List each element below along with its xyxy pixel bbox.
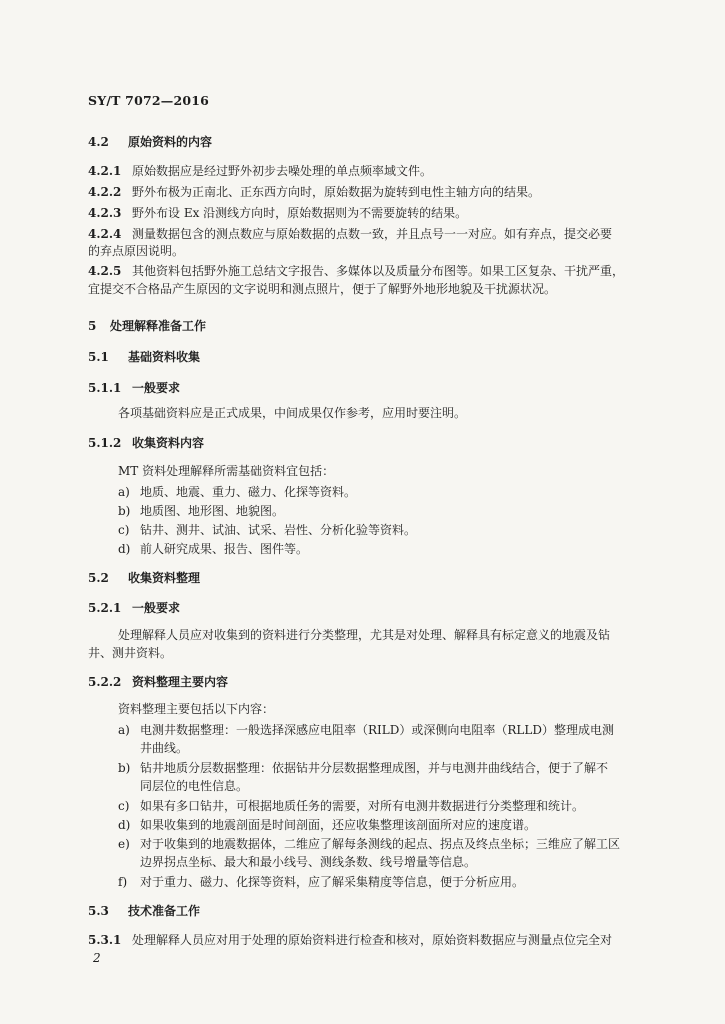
list-item: d) 前人研究成果、报告、图件等。 (118, 542, 309, 556)
section-heading-5-3: 5.3 技术准备工作 (88, 904, 201, 918)
list-item: a) 电测井数据整理：一般选择深感应电阻率（RILD）或深侧向电阻率（RLLD）整理成电测 (118, 723, 614, 737)
paragraph: 资料整理主要包括以下内容： (118, 702, 275, 716)
list-item: c) 钻井、测井、试油、试采、岩性、分析化验等资料。 (118, 523, 417, 537)
clause-4-2-2: 4.2.2 野外布极为正南北、正东西方向时，原始数据为旋转到电性主轴方向的结果。 (88, 185, 541, 199)
page-number: 2 (93, 951, 101, 965)
paragraph-cont: 井、测井资料。 (88, 646, 173, 660)
clause-4-2-5-cont: 宜提交不合格品产生原因的文字说明和测点照片，便于了解野外地形地貌及干扰源状况。 (88, 282, 557, 296)
clause-4-2-3: 4.2.3 野外布设 Ex 沿测线方向时，原始数据则为不需要旋转的结果。 (88, 206, 468, 220)
clause-4-2-5: 4.2.5 其他资料包括野外施工总结文字报告、多媒体以及质量分布图等。如果工区复杂、干扰严重， (88, 264, 625, 278)
clause-4-2-4: 4.2.4 测量数据包含的测点数应与原始数据的点数一致，并且点号一一对应。如有弃点，提交必要 (88, 227, 613, 241)
section-heading-5-1: 5.1 基础资料收集 (88, 350, 201, 364)
section-heading-5-1-1: 5.1.1 一般要求 (88, 381, 181, 395)
section-heading-5-2: 5.2 收集资料整理 (88, 571, 201, 585)
list-item: b) 钻井地质分层数据整理：依据钻井分层数据整理成图，并与电测井曲线结合，便于了解不 (118, 761, 609, 775)
section-heading-5-1-2: 5.1.2 收集资料内容 (88, 436, 205, 450)
clause-4-2-1: 4.2.1 原始数据应是经过野外初步去噪处理的单点频率域文件。 (88, 164, 433, 178)
section-heading-4-2: 4.2 原始资料的内容 (88, 135, 213, 149)
list-item: b) 地质图、地形图、地貌图。 (118, 504, 285, 518)
list-item: d) 如果收集到的地震剖面是时间剖面，还应收集整理该剖面所对应的速度谱。 (118, 818, 537, 832)
chapter-heading-5: 5 处理解释准备工作 (88, 319, 207, 333)
standard-header: SY/T 7072—2016 (88, 93, 210, 108)
list-item-cont: 井曲线。 (140, 741, 189, 755)
section-heading-5-2-1: 5.2.1 一般要求 (88, 601, 181, 615)
paragraph: 各项基础资料应是正式成果，中间成果仅作参考，应用时要注明。 (118, 406, 467, 420)
paragraph: MT 资料处理解释所需基础资料宜包括： (118, 464, 335, 478)
list-item: e) 对于收集到的地震数据体，二维应了解每条测线的起点、拐点及终点坐标；三维应了解工区 (118, 837, 621, 851)
list-item: c) 如果有多口钻井，可根据地质任务的需要，对所有电测井数据进行分类整理和统计。 (118, 799, 585, 813)
clause-4-2-4-cont: 的弃点原因说明。 (88, 244, 185, 258)
paragraph: 处理解释人员应对收集到的资料进行分类整理，尤其是对处理、解释具有标定意义的地震及钻 (118, 628, 611, 642)
clause-5-3-1: 5.3.1 处理解释人员应对用于处理的原始资料进行检查和核对，原始资料数据应与测量点位完全对 (88, 933, 613, 947)
section-heading-5-2-2: 5.2.2 资料整理主要内容 (88, 675, 229, 689)
list-item: a) 地质、地震、重力、磁力、化探等资料。 (118, 485, 357, 499)
list-item-cont: 边界拐点坐标、最大和最小线号、测线条数、线号增量等信息。 (140, 855, 477, 869)
list-item-cont: 同层位的电性信息。 (140, 779, 249, 793)
list-item: f) 对于重力、磁力、化探等资料，应了解采集精度等信息，便于分析应用。 (118, 875, 525, 889)
